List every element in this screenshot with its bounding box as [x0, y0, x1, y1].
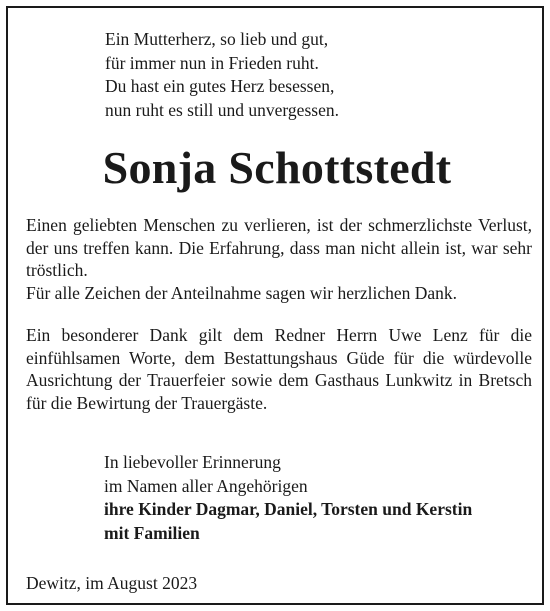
notice-frame	[6, 6, 544, 605]
thanks-paragraph-1	[26, 214, 532, 304]
poem-line: Ein Mutterherz, so lieb und gut,	[105, 29, 329, 49]
place-and-date: Dewitz, im August 2023	[26, 573, 198, 593]
thanks-paragraph-2: Ein besonderer Dank gilt dem Redner Herrn Uwe Lenz für die einfühlsamen Worte, dem Bestattungshaus Güde für die würdevolle Ausrichtung der Trauerfeier sowie dem Gasthaus Lunkwitz in Bretsch für die Bewirtung der Trauergäste.	[26, 325, 532, 413]
family-names: ihre Kinder Dagmar, Daniel, Torsten und Kerstin	[104, 499, 473, 519]
signature-line-1: In liebevoller Erinnerung	[104, 452, 281, 472]
deceased-name: Sonja Schottstedt	[102, 142, 452, 193]
poem-line: Du hast ein gutes Herz besessen,	[105, 76, 335, 96]
poem-line: nun ruht es still und unvergessen.	[105, 99, 339, 120]
family-suffix: mit Familien	[104, 522, 200, 543]
signature-block	[104, 451, 472, 545]
memorial-poem	[105, 28, 339, 122]
thanks-text-1b: Für alle Zeichen der Anteilnahme sagen wir herzlichen Dank.	[26, 282, 458, 303]
signature-line-2: im Namen aller Angehörigen	[104, 475, 308, 496]
thanks-text-1: Einen geliebten Menschen zu verlieren, ist der schmerzlichste Verlust, der uns treffen kann. Die Erfahrung, dass man nicht allein ist, war sehr tröstlich.	[26, 215, 532, 281]
poem-line: für immer nun in Frieden ruht.	[105, 52, 319, 73]
